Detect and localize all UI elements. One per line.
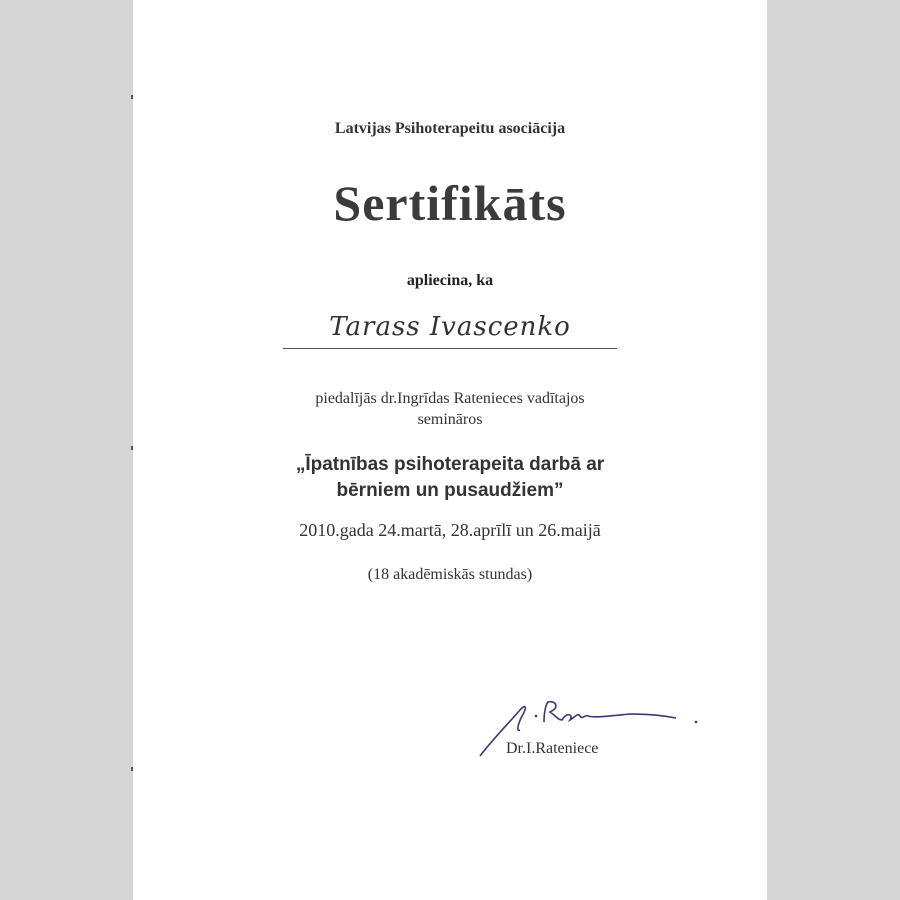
handwritten-signature: [470, 690, 710, 770]
signatory-name: Dr.I.Rateniece: [506, 740, 599, 757]
scan-mark: [131, 446, 133, 450]
seminar-title: [0, 452, 900, 504]
name-underline: [283, 348, 617, 349]
seminar-dates: 2010.gada 24.martā, 28.aprīlī un 26.maijā: [299, 520, 601, 540]
seminar-title-line-1: „Īpatnības psihoterapeita darbā ar: [295, 454, 605, 475]
certifies-text: apliecina, ka: [406, 272, 494, 289]
scan-mark: [131, 767, 133, 771]
organization-name: Latvijas Psihoterapeitu asociācija: [334, 120, 566, 137]
certificate-title: Sertifikāts: [333, 175, 567, 231]
seminar-title-line-2: bērniem un pusaudžiem”: [336, 480, 564, 501]
scan-mark: [131, 95, 133, 99]
participation-line-2: semināros: [417, 411, 483, 428]
participation-text: [0, 388, 900, 430]
recipient-name: Tarass Ivascenko: [329, 312, 571, 342]
participation-line-1: piedalījās dr.Ingrīdas Ratenieces vadītajos: [315, 390, 585, 407]
academic-hours: (18 akadēmiskās stundas): [367, 566, 533, 583]
